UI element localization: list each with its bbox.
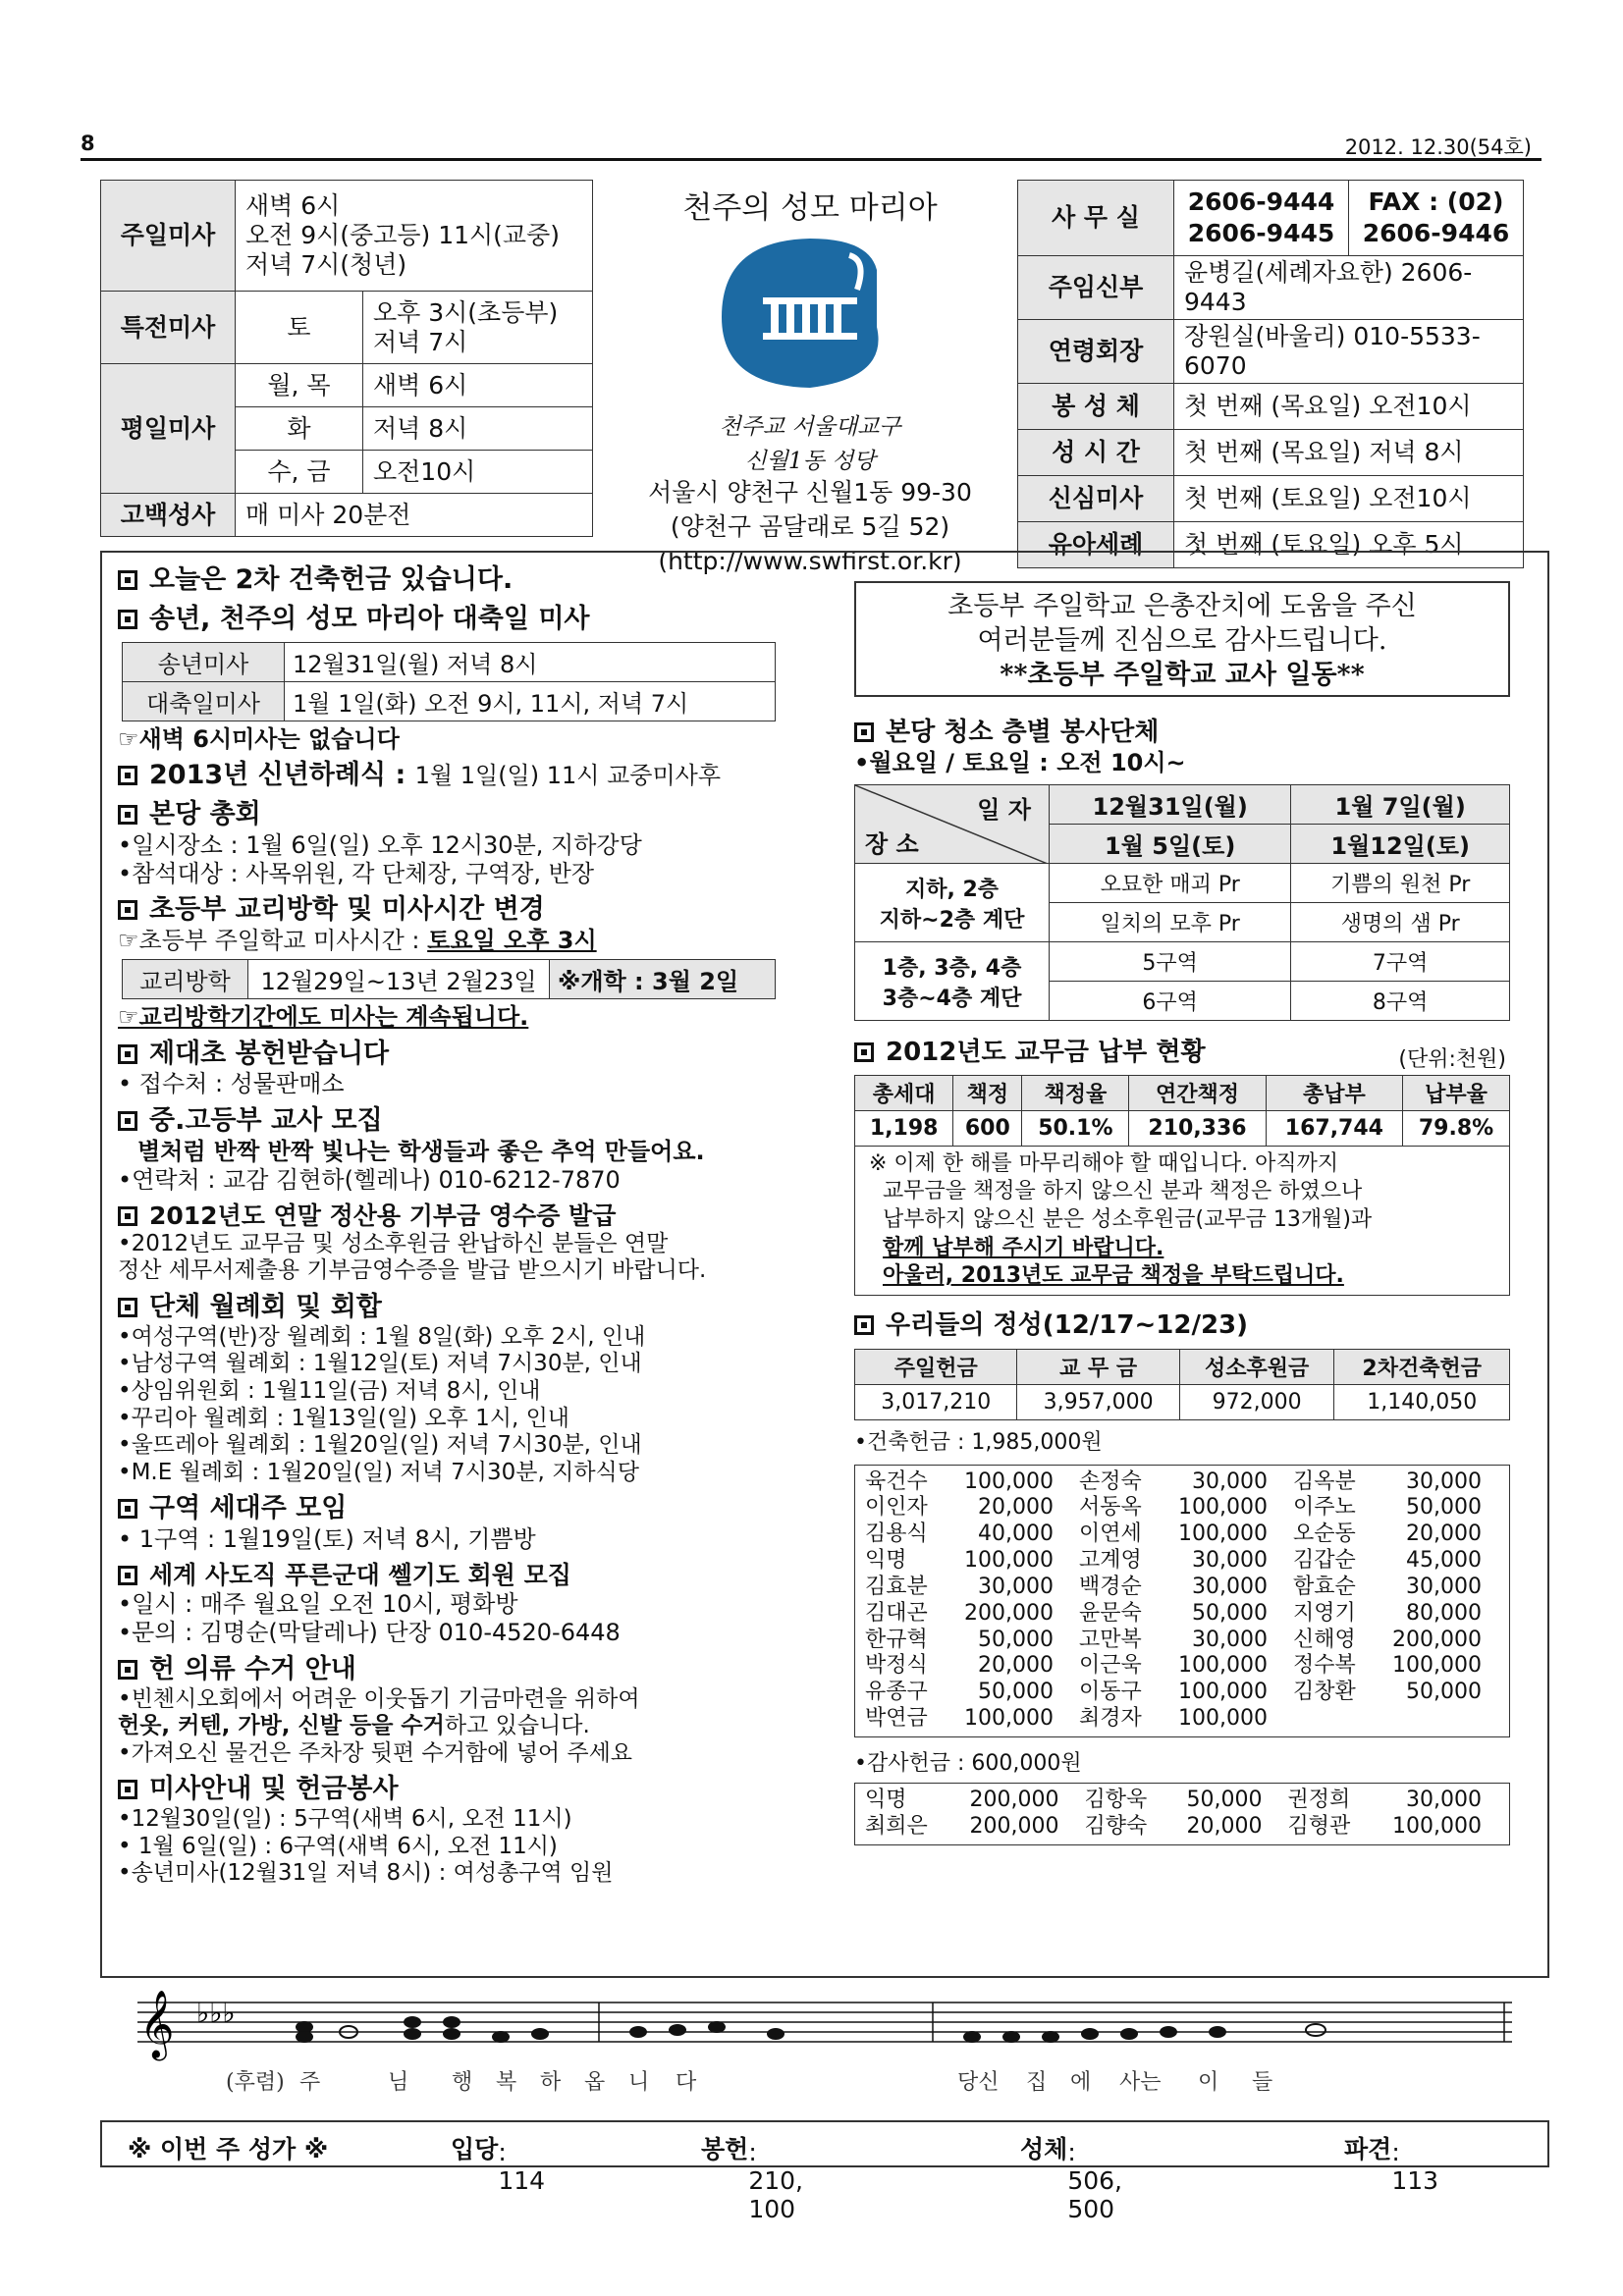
weekday-day: 화 <box>236 407 363 451</box>
hymn-staff <box>128 1973 1522 2120</box>
donor-name: 함효순 <box>1292 1574 1356 1599</box>
donor-amount: 100,000 <box>1392 1814 1482 1840</box>
donor-name: 윤문숙 <box>1078 1600 1142 1626</box>
diocese-name: 천주교 서울대교구 <box>719 414 901 440</box>
donor-amount: 50,000 <box>1186 1788 1263 1813</box>
left-column <box>118 563 835 1888</box>
weekday-day: 월, 목 <box>236 364 363 407</box>
donor-name: 한규혁 <box>865 1627 928 1652</box>
notice-line: •송년미사(12월31일 저녁 8시) : 여성총구역 임원 <box>118 1860 614 1887</box>
donor-name: 최경자 <box>1078 1706 1142 1732</box>
lyric-syllable: 집 <box>1026 2070 1048 2095</box>
notes <box>296 2016 1325 2043</box>
sunday-mass-label: 주일미사 <box>101 181 236 292</box>
notice-heading: 본당 총회 <box>118 798 835 831</box>
square-bullet-icon <box>118 900 137 920</box>
notice-line: •여성구역(반)장 월례회 : 1월 8일(화) 오후 2시, 인내 <box>118 1323 646 1350</box>
donor-amount: 100,000 <box>1177 1653 1268 1679</box>
hymn-numbers-bar <box>100 2120 1549 2223</box>
hymn-label: ※ 이번 주 성가 ※ <box>128 2135 329 2163</box>
donor-amount: 200,000 <box>1392 1627 1482 1652</box>
donor-row <box>861 1653 1503 1680</box>
parish-logo-block <box>609 177 1011 575</box>
donor-row <box>861 1469 1503 1496</box>
donor-amount: 30,000 <box>1406 1574 1482 1599</box>
donor-amount: 50,000 <box>1406 1680 1482 1705</box>
notice-line: • 접수처 : 성물판매소 <box>118 1070 345 1098</box>
offertory-hymn: 봉헌 : 210, 100 <box>701 2135 803 2223</box>
parish-address: 서울시 양천구 신월1동 99-30 <box>648 478 972 507</box>
office-row-value: 윤병길(세례자요한) 2606-9443 <box>1174 256 1524 320</box>
donor-row <box>861 1601 1503 1628</box>
donor-name: 김형관 <box>1287 1814 1351 1840</box>
cleaning-corner-cell: 일 자 장 소 <box>855 785 1050 864</box>
lyric-syllable: 사는 <box>1119 2070 1162 2095</box>
donor-amount: 100,000 <box>964 1706 1054 1732</box>
notice-line: •가져오신 물건은 주차장 뒷편 수거함에 넣어 주세요 <box>118 1739 633 1766</box>
office-row-label: 신심미사 <box>1018 476 1174 522</box>
donor-name: 정수복 <box>1292 1653 1356 1679</box>
right-column <box>854 717 1512 1845</box>
office-row-label: 유아세례 <box>1018 522 1174 568</box>
donor-name: 백경순 <box>1078 1574 1142 1599</box>
communion-hymn: 성체 : 506, 500 <box>1020 2135 1122 2223</box>
square-bullet-icon <box>118 1298 137 1317</box>
notice-heading: 2013년 신년하례식 : 1월 1일(일) 11시 교중미사후 <box>118 759 835 792</box>
donor-name: 육건수 <box>865 1468 928 1494</box>
square-bullet-icon <box>118 805 137 825</box>
donor-amount: 80,000 <box>1406 1600 1482 1626</box>
square-bullet-icon <box>118 1044 137 1064</box>
thanks-offering-label: •감사헌금 : 600,000원 <box>854 1750 1082 1776</box>
donor-name: 지영기 <box>1292 1600 1356 1626</box>
confession-label: 고백성사 <box>101 494 236 537</box>
notice-heading: 미사안내 및 헌금봉사 <box>118 1773 835 1806</box>
donor-name: 이인자 <box>865 1495 928 1521</box>
square-bullet-icon <box>118 766 137 785</box>
donor-name: 신해영 <box>1292 1627 1356 1652</box>
page-number: 8 <box>81 132 95 155</box>
mass-schedule-table <box>100 180 593 537</box>
donor-row <box>861 1814 1503 1841</box>
donor-row <box>861 1788 1503 1814</box>
donor-amount: 30,000 <box>1406 1788 1482 1813</box>
office-info-table <box>1017 180 1524 568</box>
notice-line: ☞교리방학기간에도 미사는 계속됩니다. <box>118 1002 529 1031</box>
donor-amount: 30,000 <box>1406 1468 1482 1494</box>
donor-amount: 100,000 <box>964 1548 1054 1574</box>
notice-line: •일시 : 매주 월요일 오전 10시, 평화방 <box>118 1590 518 1619</box>
year-end-mass-table: 송년미사 12월31일(월) 저녁 8시 대축일미사 1월 1일(화) 오전 9시, 11시, 저녁 7시 <box>122 642 776 721</box>
donor-amount: 20,000 <box>978 1495 1054 1521</box>
notice-heading: 송년, 천주의 성모 마리아 대축일 미사 <box>118 603 835 636</box>
thanks-box: 초등부 주일학교 은총잔치에 도움을 주신 여러분들께 진심으로 감사드립니다. **초등부 주일학교 교사 일동** <box>854 581 1510 697</box>
notice-line: •문의 : 김명순(막달레나) 단장 010-4520-6448 <box>118 1618 621 1646</box>
square-bullet-icon <box>854 722 874 742</box>
donor-amount: 100,000 <box>1177 1680 1268 1705</box>
dues-table: 총세대 책정 책정율 연간책정 총납부 납부율 1,198 600 50.1% 210,336 167,744 79.8% <box>854 1075 1510 1147</box>
lyric-syllable: 주 <box>299 2070 321 2095</box>
school-vacation-table: 교리방학 12월29일~13년 2월23일 ※개학 : 3월 2일 <box>122 959 776 999</box>
notice-heading: 헌 의류 수거 안내 <box>118 1653 835 1686</box>
notice-heading: 세계 사도직 푸른군대 쎌기도 회원 모집 <box>118 1560 835 1590</box>
lyric-syllable: (후렴) <box>226 2070 285 2095</box>
donor-name: 오순동 <box>1292 1522 1356 1547</box>
anticipated-mass-day: 토 <box>236 292 363 364</box>
donor-name: 박연금 <box>865 1706 928 1732</box>
square-bullet-icon <box>118 1206 137 1226</box>
notice-line: 별처럼 반짝 반짝 빛나는 학생들과 좋은 추억 만들어요. <box>137 1138 705 1166</box>
donor-amount: 100,000 <box>1177 1706 1268 1732</box>
thanks-donors-list <box>854 1783 1510 1845</box>
lyric-syllable: 하 <box>540 2070 562 2095</box>
offering-table: 주일헌금 교 무 금 성소후원금 2차건축헌금 3,017,210 3,957,000 972,000 1,140,050 <box>854 1349 1510 1420</box>
dues-heading: 2012년도 교무금 납부 현황 <box>854 1037 1512 1069</box>
office-phones: 2606-9444 2606-9445 <box>1174 181 1349 256</box>
office-row-label: 성 시 간 <box>1018 430 1174 476</box>
donor-amount: 200,000 <box>969 1788 1059 1813</box>
parish-url[interactable]: (http://www.swfirst.or.kr) <box>658 547 962 575</box>
lyric-syllable: 에 <box>1070 2070 1092 2095</box>
square-bullet-icon <box>118 1780 137 1799</box>
notice-heading: 오늘은 2차 건축헌금 있습니다. <box>118 563 835 597</box>
office-row-value: 첫 번째 (토요일) 오후 5시 <box>1174 522 1524 568</box>
lyric-syllable: 다 <box>676 2070 697 2095</box>
donor-name: 김갑순 <box>1292 1548 1356 1574</box>
square-bullet-icon <box>118 610 137 629</box>
anticipated-mass-times: 오후 3시(초등부) 저녁 7시 <box>363 292 593 364</box>
lyric-syllable: 복 <box>496 2070 517 2095</box>
donor-amount: 50,000 <box>978 1680 1054 1705</box>
donor-amount: 40,000 <box>978 1522 1054 1547</box>
lyric-syllable: 행 <box>452 2070 473 2095</box>
hymn-lyrics <box>226 2070 1272 2095</box>
parish-address-road: (양천구 곰달래로 5길 52) <box>670 512 950 541</box>
treble-clef-icon: 𝄞 <box>139 1990 175 2058</box>
donor-row <box>861 1706 1503 1733</box>
lyric-syllable: 들 <box>1252 2070 1273 2095</box>
donor-amount: 20,000 <box>1186 1814 1263 1840</box>
dismissal-hymn: 파견 : 113 <box>1344 2135 1439 2195</box>
church-logo-icon <box>702 231 918 402</box>
building-offering-label: •건축헌금 : 1,985,000원 <box>854 1430 1103 1456</box>
notice-line: ☞새벽 6시미사는 없습니다 <box>118 724 400 753</box>
donor-amount: 30,000 <box>978 1574 1054 1599</box>
donor-name: 박정식 <box>865 1653 928 1679</box>
dues-heading-row <box>854 1037 1512 1073</box>
square-bullet-icon <box>118 1566 137 1585</box>
donor-amount: 45,000 <box>1406 1548 1482 1574</box>
weekday-time: 오전10시 <box>363 451 593 494</box>
donor-name: 권정희 <box>1287 1788 1351 1813</box>
donor-name: 서동옥 <box>1078 1495 1142 1521</box>
notice-line: •참석대상 : 사목위원, 각 단체장, 구역장, 반장 <box>118 859 595 887</box>
notice-heading: 단체 월례회 및 회합 <box>118 1291 835 1324</box>
donor-row <box>861 1522 1503 1548</box>
donor-name: 김향숙 <box>1084 1814 1148 1840</box>
donor-name: 이동구 <box>1078 1680 1142 1705</box>
donor-amount: 20,000 <box>1406 1522 1482 1547</box>
square-bullet-icon <box>118 570 137 590</box>
lyric-syllable: 옵 <box>584 2070 606 2095</box>
donor-name: 고계영 <box>1078 1548 1142 1574</box>
notice-line: •12월30일(일) : 5구역(새벽 6시, 오전 11시) <box>118 1806 572 1833</box>
notice-line: • 1구역 : 1월19일(토) 저녁 8시, 기쁨방 <box>118 1525 536 1554</box>
square-bullet-icon <box>854 1042 874 1062</box>
confession-time: 매 미사 20분전 <box>236 494 593 537</box>
weekday-time: 저녁 8시 <box>363 407 593 451</box>
notice-line: 정산 세무서제출용 기부금영수증을 발급 받으시기 바랍니다. <box>118 1257 707 1284</box>
anticipated-mass-label: 특전미사 <box>101 292 236 364</box>
lyric-syllable: 님 <box>388 2070 409 2095</box>
office-row-label: 연령회장 <box>1018 320 1174 384</box>
notice-heading: 구역 세대주 모임 <box>118 1492 835 1525</box>
notice-heading: 제대초 봉헌받습니다 <box>118 1038 835 1071</box>
office-fax: FAX : (02) 2606-9446 <box>1348 181 1523 256</box>
donor-amount: 30,000 <box>1191 1574 1268 1599</box>
weekday-day: 수, 금 <box>236 451 363 494</box>
notice-line: •M.E 월례회 : 1월20일(일) 저녁 7시30분, 지하식당 <box>118 1459 639 1485</box>
donor-name: 김대곤 <box>865 1600 928 1626</box>
office-row-value: 첫 번째 (목요일) 오전10시 <box>1174 384 1524 430</box>
notice-line: •꾸리아 월례회 : 1월13일(일) 오후 1시, 인내 <box>118 1405 570 1431</box>
donor-amount: 200,000 <box>964 1600 1054 1626</box>
donor-name: 김용식 <box>865 1522 928 1547</box>
notice-line: •일시장소 : 1월 6일(일) 오후 12시30분, 지하강당 <box>118 830 642 859</box>
notice-line: •2012년도 교무금 및 성소후원금 완납하신 분들은 연말 <box>118 1230 669 1256</box>
donor-amount <box>1371 1706 1503 1733</box>
lyric-syllable: 이 <box>1198 2070 1219 2095</box>
cleaning-table: 일 자 장 소 12월31일(월) 1월 7일(월) 1월 5일(토) 1월12일(토) 지하, 2층 지하~2층 계단 오묘한 매괴 Pr 기쁨의 원천 Pr 일치의 모후 Pr 생명의 샘 Pr 1층, 3층, 4층 3층~4층 계단 5구역 7구역 6구역 8구역 <box>854 784 1510 1021</box>
parish-title: 천주의 성모 마리아 <box>682 190 938 226</box>
office-row-label: 봉 성 체 <box>1018 384 1174 430</box>
donor-amount: 50,000 <box>1406 1495 1482 1521</box>
offering-heading: 우리들의 정성(12/17~12/23) <box>854 1309 1512 1342</box>
entrance-hymn: 입당 : 114 <box>451 2135 546 2195</box>
donor-row <box>861 1548 1503 1575</box>
office-row-value: 첫 번째 (토요일) 오전10시 <box>1174 476 1524 522</box>
donor-name: 이근욱 <box>1078 1653 1142 1679</box>
donor-amount: 200,000 <box>969 1814 1059 1840</box>
notice-line: ☞초등부 주일학교 미사시간 : 토요일 오후 3시 <box>118 927 597 955</box>
donor-name: 유종구 <box>865 1680 928 1705</box>
notice-heading: 중.고등부 교사 모집 <box>118 1104 835 1138</box>
donor-name: 고만복 <box>1078 1627 1142 1652</box>
donor-name: 이주노 <box>1292 1495 1356 1521</box>
weekday-mass-label: 평일미사 <box>101 364 236 494</box>
donor-row <box>861 1680 1503 1706</box>
dues-unit: (단위:천원) <box>1398 1047 1506 1073</box>
donor-name: 손정숙 <box>1078 1468 1142 1494</box>
notice-line: 헌옷, 커텐, 가방, 신발 등을 수거하고 있습니다. <box>118 1713 590 1739</box>
cleaning-heading: 본당 청소 층별 봉사단체 <box>854 717 1512 749</box>
donor-name: 이연세 <box>1078 1522 1142 1547</box>
donor-amount: 30,000 <box>1191 1468 1268 1494</box>
dues-note: ※ 이제 한 해를 마무리해야 할 때입니다. 아직까지 교무금을 책정을 하지 않으신 분과 책정은 하였으나 납부하지 않으신 분은 성소후원금(교무금 13개월)과 함께 납부해 주시기 바랍니다. 아울러, 2013년도 교무금 책정을 부탁드립니다. <box>854 1147 1510 1296</box>
office-row-value: 장원실(바울리) 010-5533-6070 <box>1174 320 1524 384</box>
notice-line: • 1월 6일(일) : 6구역(새벽 6시, 오전 11시) <box>118 1833 558 1859</box>
notice-line: •울뜨레아 월례회 : 1월20일(일) 저녁 7시30분, 인내 <box>118 1432 642 1459</box>
donor-row <box>861 1628 1503 1654</box>
notice-heading: 2012년도 연말 정산용 기부금 영수증 발급 <box>118 1201 835 1231</box>
sunday-mass-times: 새벽 6시 오전 9시(중고등) 11시(교중) 저녁 7시(청년) <box>236 181 593 292</box>
notice-line: •빈첸시오회에서 어려운 이웃돕기 기금마련을 위하여 <box>118 1685 640 1712</box>
donor-name: 최희은 <box>865 1814 928 1840</box>
lyric-syllable: 당신 <box>957 2070 1000 2095</box>
building-donors-list <box>854 1465 1510 1737</box>
donor-name: 김창환 <box>1292 1680 1356 1705</box>
square-bullet-icon <box>118 1660 137 1680</box>
notice-line: •남성구역 월례회 : 1월12일(토) 저녁 7시30분, 인내 <box>118 1351 642 1377</box>
flat-key-icon: ♭♭♭ <box>196 1997 236 2029</box>
lyric-syllable: 니 <box>628 2070 650 2095</box>
building-donors-table <box>861 1469 1503 1733</box>
office-row-label: 주임신부 <box>1018 256 1174 320</box>
donor-name: 김항욱 <box>1084 1788 1148 1813</box>
notice-line: •연락처 : 교감 김현하(헬레나) 010-6212-7870 <box>118 1165 621 1194</box>
diagonal-line <box>855 785 1048 864</box>
notice-line: •상임위원회 : 1월11일(금) 저녁 8시, 인내 <box>118 1378 541 1404</box>
page-header <box>81 128 1542 161</box>
parish-name: 신월1동 성당 <box>744 449 876 474</box>
square-bullet-icon <box>854 1315 874 1335</box>
donor-amount: 100,000 <box>1177 1522 1268 1547</box>
donor-amount: 100,000 <box>1177 1495 1268 1521</box>
office-label: 사 무 실 <box>1018 181 1174 256</box>
donor-amount: 50,000 <box>978 1627 1054 1652</box>
cleaning-subtitle: •월요일 / 토요일 : 오전 10시~ <box>854 748 1186 776</box>
donor-name: 익명 <box>865 1548 907 1574</box>
donor-amount: 30,000 <box>1191 1548 1268 1574</box>
donor-name <box>1289 1706 1371 1733</box>
donor-amount: 20,000 <box>978 1653 1054 1679</box>
donor-name: 김효분 <box>865 1574 928 1599</box>
donor-amount: 100,000 <box>964 1468 1054 1494</box>
donor-name: 김옥분 <box>1292 1468 1356 1494</box>
donor-row <box>861 1495 1503 1522</box>
issue-date: 2012. 12.30(54호) <box>1344 135 1532 159</box>
donor-amount: 100,000 <box>1392 1653 1482 1679</box>
donor-amount: 30,000 <box>1191 1627 1268 1652</box>
donor-row <box>861 1575 1503 1601</box>
square-bullet-icon <box>118 1111 137 1131</box>
donor-amount: 50,000 <box>1191 1600 1268 1626</box>
office-row-value: 첫 번째 (목요일) 저녁 8시 <box>1174 430 1524 476</box>
thanks-donors-table <box>861 1788 1503 1841</box>
weekday-time: 새벽 6시 <box>363 364 593 407</box>
square-bullet-icon <box>118 1499 137 1519</box>
donor-name: 익명 <box>865 1788 907 1813</box>
notice-heading: 초등부 교리방학 및 미사시간 변경 <box>118 893 835 927</box>
